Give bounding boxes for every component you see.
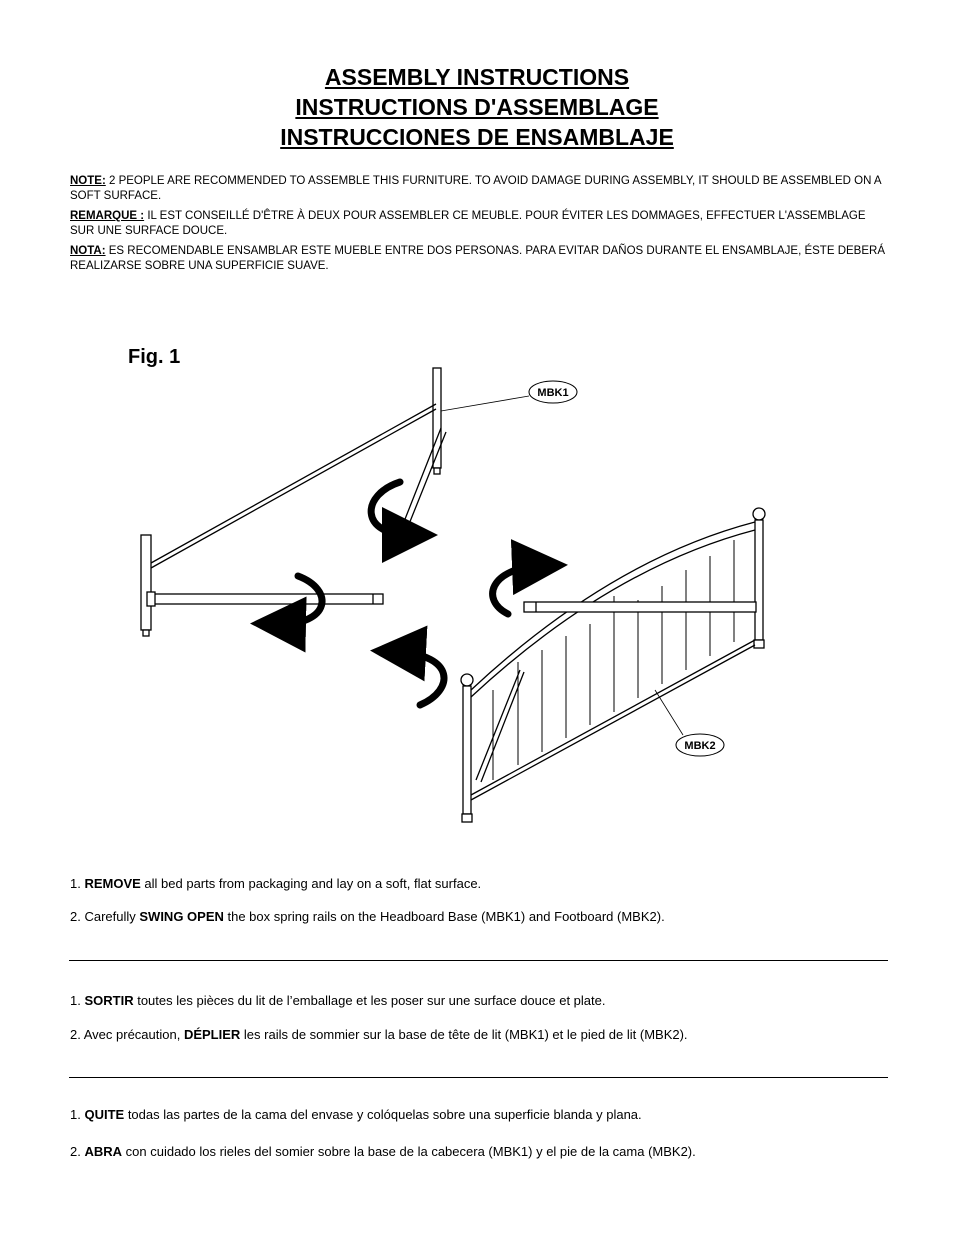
note-spanish-text: ES RECOMENDABLE ENSAMBLAR ESTE MUEBLE ENTRE DOS PERSONAS. PARA EVITAR DAÑOS DURANTE EL ENSAMBLAJE, ÉSTE DEBERÁ REALIZARSE SOBRE UNA SUPERFICIE SUAVE.: [70, 245, 885, 272]
callout-leader-mbk2: [655, 690, 683, 735]
step-keyword: ABRA: [84, 1144, 123, 1159]
rotation-arrow-icon: [278, 482, 540, 705]
note-french-label: REMARQUE :: [70, 210, 145, 222]
title-spanish: INSTRUCCIONES DE ENSAMBLAJE: [280, 124, 674, 150]
step-number: 1.: [70, 993, 85, 1008]
step-english-1: [70, 876, 481, 891]
step-number: 1.: [70, 1107, 85, 1122]
section-divider: [69, 960, 888, 961]
callout-mbk2-label: MBK2: [684, 740, 716, 752]
callout-mbk1-label: MBK1: [537, 387, 569, 399]
note-english-text: 2 PEOPLE ARE RECOMMENDED TO ASSEMBLE THIS FURNITURE. TO AVOID DAMAGE DURING ASSEMBLY, IT SHOULD BE ASSEMBLED ON A SOFT SURFACE.: [70, 175, 881, 202]
figure-label: Fig. 1: [128, 346, 181, 368]
callout-leader-mbk1: [441, 396, 529, 411]
step-english-2: [70, 909, 665, 924]
step-text: todas las partes de la cama del envase y colóquelas sobre una superficie blanda y plana.: [124, 1107, 642, 1122]
step-keyword: DÉPLIER: [183, 1027, 241, 1042]
step-text: the box spring rails on the Headboard Base (MBK1) and Footboard (MBK2).: [223, 909, 665, 924]
callout-mbk2: [676, 734, 724, 756]
step-spanish-1: [70, 1107, 642, 1122]
step-number: 2. Carefully: [70, 909, 140, 924]
step-text: toutes les pièces du lit de l’emballage et les poser sur une surface douce et plate.: [133, 993, 606, 1008]
note-english-label: NOTE:: [70, 175, 106, 187]
step-french-1: [70, 993, 606, 1008]
step-keyword: SORTIR: [84, 993, 134, 1008]
footboard: [461, 508, 765, 822]
title-french: INSTRUCTIONS D'ASSEMBLAGE: [295, 94, 659, 120]
step-spanish-2: [70, 1144, 696, 1159]
step-keyword: REMOVE: [84, 876, 141, 891]
step-number: 1.: [70, 876, 85, 891]
note-french-text: IL EST CONSEILLÉ D'ÊTRE À DEUX POUR ASSEMBLER CE MEUBLE. POUR ÉVITER LES DOMMAGES, EFFECTUER L'ASSEMBLAGE SUR UNE SURFACE DOUCE.: [70, 210, 866, 237]
headboard-base: [141, 368, 446, 636]
step-text: con cuidado los rieles del somier sobre la base de la cabecera (MBK1) y el pie de la cama (MBK2).: [122, 1144, 696, 1159]
step-text: all bed parts from packaging and lay on a soft, flat surface.: [140, 876, 482, 891]
step-number: 2. Avec précaution,: [70, 1027, 184, 1042]
step-keyword: SWING OPEN: [139, 909, 224, 924]
title-english: ASSEMBLY INSTRUCTIONS: [324, 64, 630, 90]
step-text: les rails de sommier sur la base de tête de lit (MBK1) et le pied de lit (MBK2).: [240, 1027, 688, 1042]
step-keyword: QUITE: [84, 1107, 125, 1122]
step-number: 2.: [70, 1144, 85, 1159]
callout-mbk1: [529, 381, 577, 403]
note-spanish-label: NOTA:: [70, 245, 106, 257]
step-french-2: [70, 1027, 688, 1042]
section-divider: [69, 1077, 888, 1078]
